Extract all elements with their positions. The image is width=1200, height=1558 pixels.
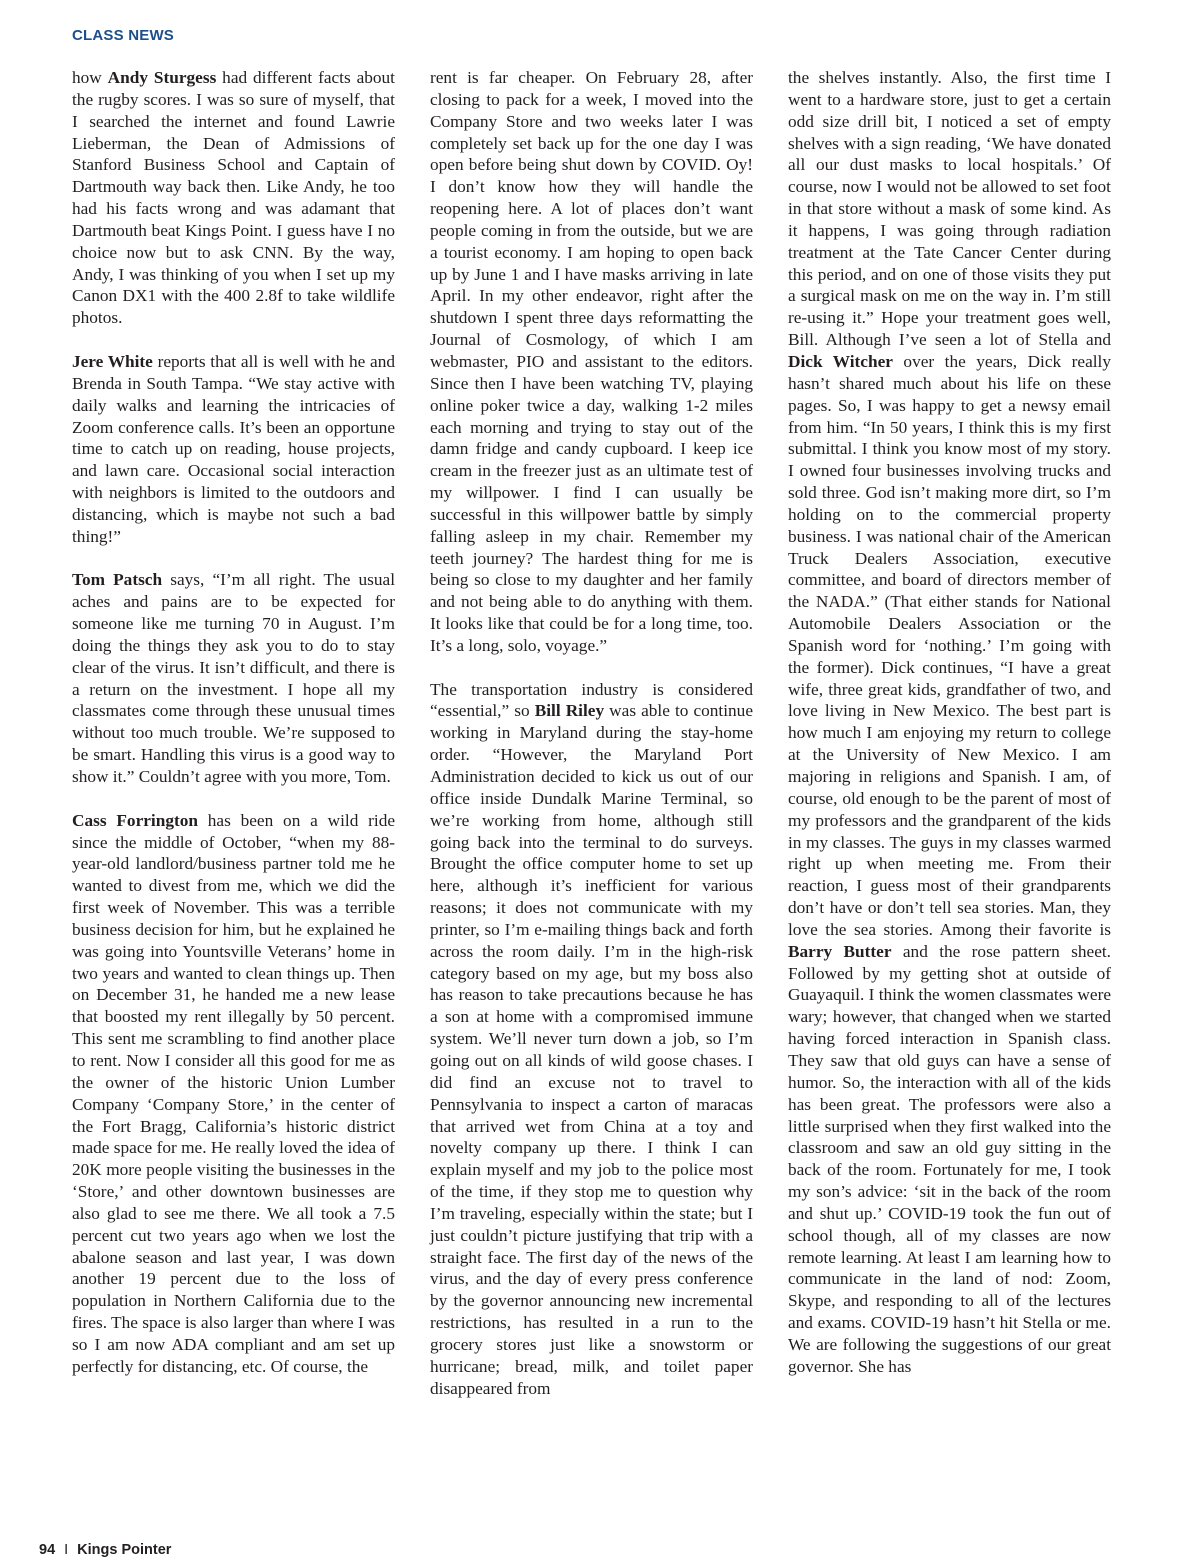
classmate-name: Cass Forrington — [72, 810, 198, 830]
section-header: CLASS NEWS — [72, 27, 175, 44]
classmate-name: Jere White — [72, 351, 153, 371]
paragraph-text: says, “I’m all right. The usual aches and pains are to be expected for someone like me turning 70 in August. I’m doing the things they ask you to do to stay clear of the virus. It isn’t difficult, and there is a return on the investment. I hope all my classmates come through these unusual times without too much trouble. We’re supposed to be smart. Handling this virus is a good way to show it.” Couldn’t agree with you more, Tom. — [72, 570, 395, 786]
paragraph-text: and the rose pattern sheet. Followed by my getting shot at outside of Guayaquil. I think the women classmates were wary; however, that changed when we started having forced interaction in Spanish class. They saw that old guys can have a sense of humor. So, the interaction with all of the kids has been great. The professors were also a little surprised when they first walked into the classroom and saw an old guy sitting in the back of the room. Fortunately for me, I took my son’s advice: ‘sit in the back of the room and shut up.’ COVID-19 took the fun out of school though, all of my classes are now remote learning. At least I am learning how to communicate in the land of nod: Zoom, Skype, and responding to all of the lectures and exams. COVID-19 hasn’t hit Stella or me. We are following the suggestions of our great governor. She has — [788, 941, 1111, 1376]
column-3 — [788, 67, 1111, 1399]
classmate-name: Bill Riley — [534, 701, 605, 721]
paragraph-text: The transportation industry is considered “essential,” so — [430, 679, 753, 721]
paragraph-text: the shelves instantly. Also, the first time I went to a hardware store, just to get a certain odd size drill bit, I noticed a set of empty shelves with a sign reading, ‘We have donated all our dust masks to local hospitals.’ Of course, now I would not be allowed to set foot in that store without a mask of some kind. As it happens, I was going through radiation treatment at the Tate Cancer Center during this period, and on one of those visits they put a surgical mask on me on the way in. I’m still re-using it.” Hope your treatment goes well, Bill. Although I’ve seen a lot of Stella and — [788, 68, 1111, 350]
page-number: 94 — [39, 1542, 56, 1558]
classmate-name: Dick Witcher — [788, 351, 893, 371]
page-footer — [39, 1542, 171, 1558]
paragraph-bill-riley — [430, 679, 753, 1400]
paragraph-cass-continued: rent is far cheaper. On February 28, after closing to pack for a week, I moved into the Company Store and two weeks later I was completely set back up for the one day I was open before being shut down by COVID. Oy! I don’t know how they will handle the reopening here. A lot of places don’t want people coming in from the outside, but we are a tourist economy. I am hoping to open back up by June 1 and I have masks arriving in late April. In my other endeavor, right after the shutdown I spent three days reformatting the Journal of Cosmology, of which I am webmaster, PIO and assistant to the editors. Since then I have been watching TV, playing online poker twice a day, walking 1-2 miles each morning and trying to stay out of the damn fridge and candy cupboard. I keep ice cream in the freezer just as an ultimate test of my willpower. I find I can usually be successful in this willpower battle by simply falling asleep in my chair. Remember my teeth journey? The hardest thing for me is being so close to my daughter and her family and not being able to do anything with them. It looks like that could be for a long time, too. It’s a long, solo, voyage.” — [430, 68, 753, 655]
paragraph-text: had different facts about the rugby scores. I was so sure of myself, that I searched the internet and found Lawrie Lieberman, the Dean of Admissions of Stanford Business School and Captain of Dartmouth way back then. Like Andy, he too had his facts wrong and was adamant that Dartmouth beat Kings Point. I guess have I no choice now but to ask CNN. By the way, Andy, I was thinking of you when I set up my Canon DX1 with the 400 2.8f to take wildlife photos. — [72, 68, 395, 328]
paragraph-andy-sturgess — [72, 67, 395, 329]
paragraph-jere-white — [72, 351, 395, 548]
classmate-name: Tom Patsch — [72, 570, 163, 590]
publication-name: Kings Pointer — [77, 1542, 172, 1558]
paragraph-text: how — [72, 68, 108, 87]
paragraph-text: reports that all is well with he and Brenda in South Tampa. “We stay active with daily walks and learning the intricacies of Zoom conference calls. It’s been an opportune time to catch up on reading, house projects, and lawn care. Occasional social interaction with neighbors is limited to the outdoors and distancing, which is maybe not such a bad thing!” — [72, 351, 395, 546]
paragraph-tom-patsch — [72, 569, 395, 787]
classmate-name: Andy Sturgess — [107, 68, 217, 87]
paragraph-text: has been on a wild ride since the middle of October, “when my 88-year-old landlord/business partner told me he wanted to divest from me, which we did the first week of November. This was a terrible business decision for him, but he explained he was going into Yountsville Veterans’ home in two years and wanted to clean things up. Then on December 31, he handed me a new lease that boosted my rent illegally by 50 percent. This sent me scrambling to find another place to rent. Now I consider all this good for me as the owner of the historic Union Lumber Company ‘Company Store,’ in the center of the Fort Bragg, California’s historic district made space for me. He really loved the idea of 20K more people visiting the businesses in the ‘Store,’ and other downtown businesses are also glad to see me there. We all took a 7.5 percent cut two years ago when we lost the abalone season and last year, I was down another 19 percent due to the loss of population in Northern California due to the fires. The space is also larger than where I was so I am now ADA compliant and am set up perfectly for distancing, etc. Of course, the — [72, 810, 395, 1376]
column-2 — [430, 67, 753, 1421]
paragraph-text: was able to continue working in Maryland during the stay-home order. “However, the Maryland Port Administration decided to kick us out of our office inside Dundalk Marine Terminal, so we’re working from home, although still going back into the terminal to do surveys. Brought the office computer home to set up here, although it’s inefficient for various reasons; it does not communicate with my printer, so I’m e-mailing things back and forth across the room daily. I’m in the high-risk category based on my age, but my boss also has reason to take precautions because he has a son at home with a compromised immune system. We’ll never turn down a job, so I’m going out on all kinds of wild goose chases. I did find an excuse not to travel to Pennsylvania to inspect a carton of maracas that arrived wet from China at a toy and novelty company up there. I think I can explain myself and my job to the police most of the time, if they stop me to question why I’m traveling, especially within the state; but I just couldn’t picture justifying that trip with a straight face. The first day of the news of the virus, and the day of every press conference by the governor announcing new incremental restrictions, has resulted in a run to the grocery stores just like a snowstorm or hurricane; bread, milk, and toilet paper disappeared from — [430, 701, 753, 1398]
classmate-name: Barry Butter — [788, 941, 892, 961]
paragraph-text: over the years, Dick really hasn’t shared much about his life on these pages. So, I was happy to get a newsy email from him. “In 50 years, I think this is my first submittal. I think you know most of my story. I owned four businesses involving trucks and sold three. God isn’t making more dirt, so I’m holding on to the commercial property business. I was national chair of the American Truck Dealers Association, executive committee, and board of directors member of the NADA.” (That either stands for National Automobile Dealers Association or the Spanish word for ‘nothing.’ I’m going with the former). Dick continues, “I have a great wife, three great kids, grandfather of two, and love living in New Mexico. The best part is how much I am enjoying my return to college at the University of New Mexico. I am majoring in religions and Spanish. I am, of course, old enough to be the parent of most of my professors and the grandparent of the kids in my classes. The guys in my classes warmed right up when meeting me. From their reaction, I guess most of their grandparents don’t have or don’t tell sea stories. Man, they love the sea stories. Among their favorite is — [788, 351, 1112, 939]
column-1 — [72, 67, 395, 1399]
paragraph-bill-riley-continued — [788, 67, 1111, 1378]
paragraph-cass-forrington — [72, 810, 395, 1378]
footer-separator: I — [64, 1542, 69, 1558]
